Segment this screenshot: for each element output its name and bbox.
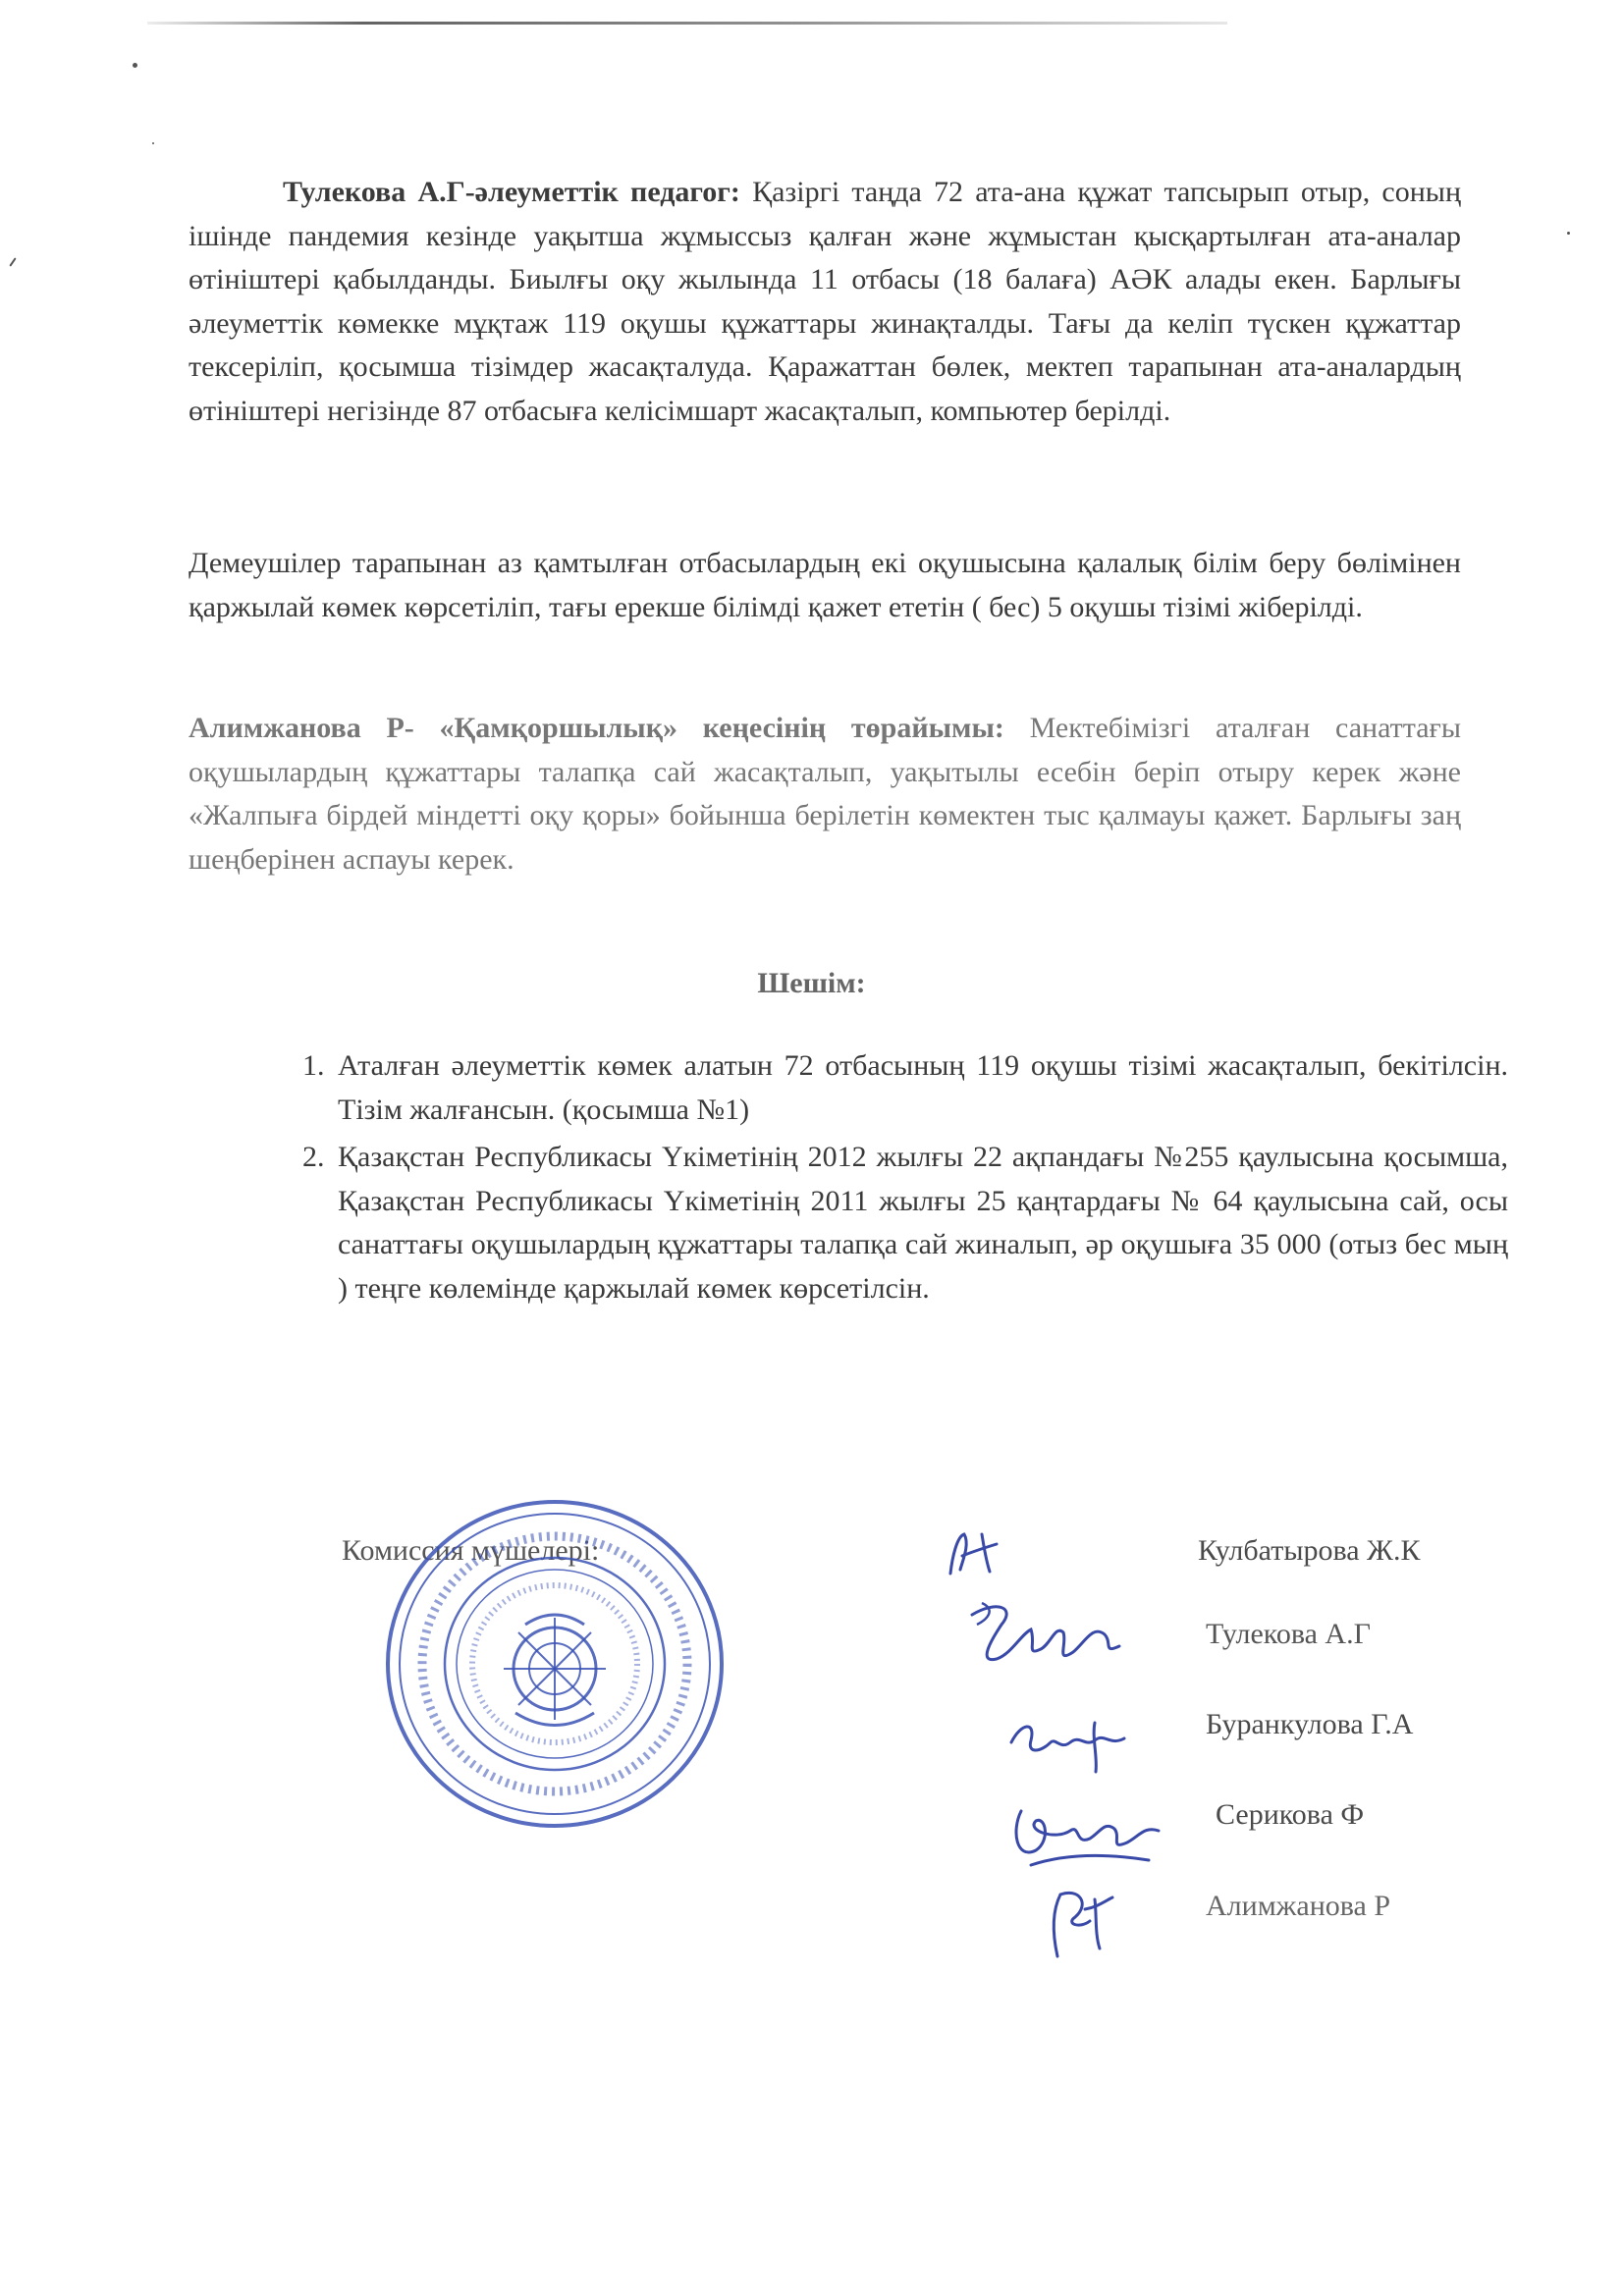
paragraph-text: Демеушілер тарапынан аз қамтылған отбасылардың екі оқушысына қалалық білім беру бөлімінен қаржылай көмек көрсетіліп, тағы ерекше білімді қажет ететін ( бес) 5 оқушы тізімі жіберілді. xyxy=(189,547,1461,623)
decision-item: 2. Қазақстан Республикасы Үкіметінің 2012 жылғы 22 ақпандағы №255 қаулысына қосымша, Қазақстан Республикасы Үкіметінің 2011 жылғы 25 қаңтардағы № 64 қаулысына сай, осы санаттағы оқушылардың құжаттары талапқа сай жиналып, әр оқушыға 35 000 (отыз бес мың ) теңге көлемінде қаржылай көмек көрсетілсін. xyxy=(332,1136,1508,1310)
speech-paragraph-tulekova xyxy=(189,171,1461,433)
member-name: Буранкулова Г.А xyxy=(1206,1708,1414,1740)
paragraph-text: Мектебімізгі аталған санаттағы оқушылардың құжаттары талапқа сай жасақталып, уақытылы есебін беріп отыру керек және «Жалпыға бірдей міндетті оқу қоры» бойынша берілетін көмектен тыс қалмауы қажет. Барлығы заң шеңберінен аспауы керек. xyxy=(189,712,1461,876)
signature-tulekova xyxy=(957,1595,1129,1674)
official-seal-stamp xyxy=(378,1492,731,1836)
decision-item: 1. Аталған әлеуметтік көмек алатын 72 отбасының 119 оқушы тізімі жасақталып, бекітілсін. Тізім жалғансын. (қосымша №1) xyxy=(332,1044,1508,1132)
decision-title: Шешім: xyxy=(757,967,866,999)
signature-kulbatyrova xyxy=(943,1526,1011,1580)
speech-paragraph-alimzhanova xyxy=(189,707,1461,881)
member-name: Кулбатырова Ж.К xyxy=(1198,1534,1421,1567)
scan-speck xyxy=(133,63,137,68)
signature-serikova xyxy=(1001,1791,1168,1880)
member-name: Тулекова А.Г xyxy=(1206,1618,1371,1650)
scan-speck xyxy=(1567,232,1570,235)
member-name: Серикова Ф xyxy=(1216,1798,1365,1831)
signature-alimzhanova xyxy=(1036,1880,1144,1963)
scan-speck xyxy=(152,142,154,144)
sponsors-paragraph xyxy=(189,542,1461,629)
scan-artifact-line xyxy=(147,22,1227,25)
commission-label: Комиссия мүшелері: xyxy=(342,1534,600,1567)
signature-burankulova xyxy=(1001,1713,1139,1777)
speaker-name: Алимжанова Р- «Қамқоршылық» кеңесінің төрайымы: xyxy=(189,712,1004,744)
member-name: Алимжанова Р xyxy=(1206,1890,1391,1922)
paragraph-text: Қазіргі таңда 72 ата-ана құжат тапсырып отыр, соның ішінде пандемия кезінде уақытша жұмыссыз қалған және жұмыстан қысқартылған ата-аналар өтініштері қабылданды. Биылғы оқу жылында 11 отбасы (18 балаға) АӘК алады екен. Барлығы әлеуметтік көмекке мұқтаж 119 оқушы құжаттары жинақталды. Тағы да келіп түскен құжаттар тексеріліп, қосымша тізімдер жасақталуда. Қаражаттан бөлек, мектеп тарапынан ата-аналардың өтініштері негізінде 87 отбасыға келісімшарт жасақталып, компьютер берілді. xyxy=(189,176,1461,427)
scan-speck xyxy=(9,257,16,266)
decision-list xyxy=(285,1044,1508,1314)
speaker-name: Тулекова А.Г-әлеуметтік педагог: xyxy=(283,176,740,208)
